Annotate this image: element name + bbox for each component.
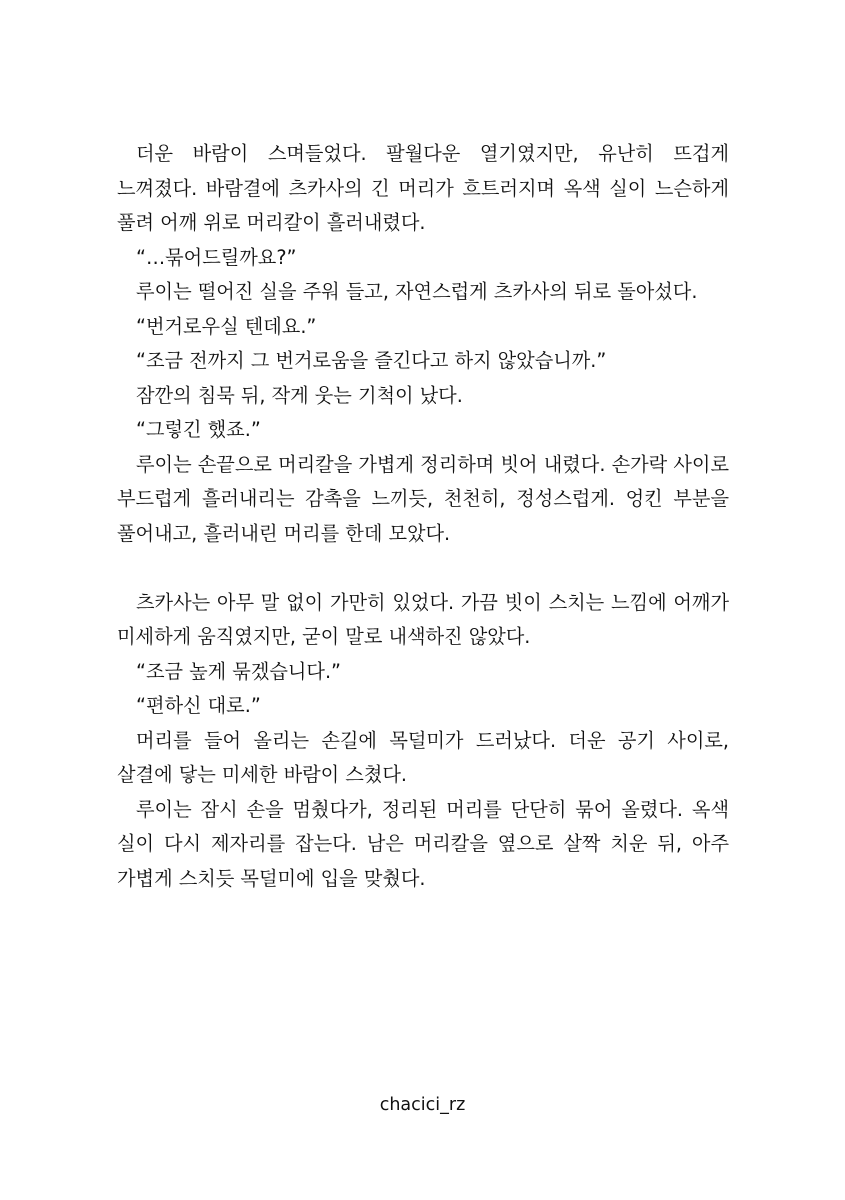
paragraph-11: “편하신 대로.”	[136, 694, 261, 717]
paragraph-5: “조금 전까지 그 번거로움을 즐긴다고 하지 않았습니까.”	[136, 349, 607, 372]
paragraph-3: 루이는 떨어진 실을 주워 들고, 자연스럽게 츠카사의 뒤로 돌아섰다.	[136, 280, 698, 303]
paragraph-8: 루이는 손끝으로 머리칼을 가볍게 정리하며 빗어 내렸다. 손가락 사이로 부드럽게 흘러내리는 감촉을 느끼듯, 천천히, 정성스럽게. 엉킨 부분을 풀어내고, 흘러내린 머리를 한데 모았다.	[117, 452, 729, 545]
paragraph-13: 루이는 잠시 손을 멈췄다가, 정리된 머리를 단단히 묶어 올렸다. 옥색 실이 다시 제자리를 잡는다. 남은 머리칼을 옆으로 살짝 치운 뒤, 아주 가볍게 스치듯 목덜미에 입을 맞췄다.	[117, 797, 729, 890]
paragraph-7: “그렇긴 했죠.”	[136, 418, 261, 441]
author-signature: chacici_rz	[379, 1095, 466, 1115]
paragraph-9: 츠카사는 아무 말 없이 가만히 있었다. 가끔 빗이 스치는 느낌에 어깨가 미세하게 움직였지만, 굳이 말로 내색하진 않았다.	[117, 590, 729, 648]
paragraph-2: “…묶어드릴까요?”	[136, 245, 297, 269]
paragraph-4: “번거로우실 텐데요.”	[136, 314, 317, 338]
paragraph-1: 더운 바람이 스며들었다. 팔월다운 열기였지만, 유난히 뜨겁게 느껴졌다. 바람결에 츠카사의 긴 머리가 흐트러지며 옥색 실이 느슨하게 풀려 어깨 위로 머리칼이 흘러내렸다.	[117, 142, 729, 234]
story-text	[117, 137, 729, 896]
paragraph-break	[117, 551, 729, 586]
paragraph-10: “조금 높게 묶겠습니다.”	[136, 659, 341, 683]
paragraph-12: 머리를 들어 올리는 손길에 목덜미가 드러났다. 더운 공기 사이로, 살결에 닿는 미세한 바람이 스쳤다.	[117, 728, 729, 786]
paragraph-6: 잠깐의 침묵 뒤, 작게 웃는 기척이 났다.	[136, 383, 463, 407]
